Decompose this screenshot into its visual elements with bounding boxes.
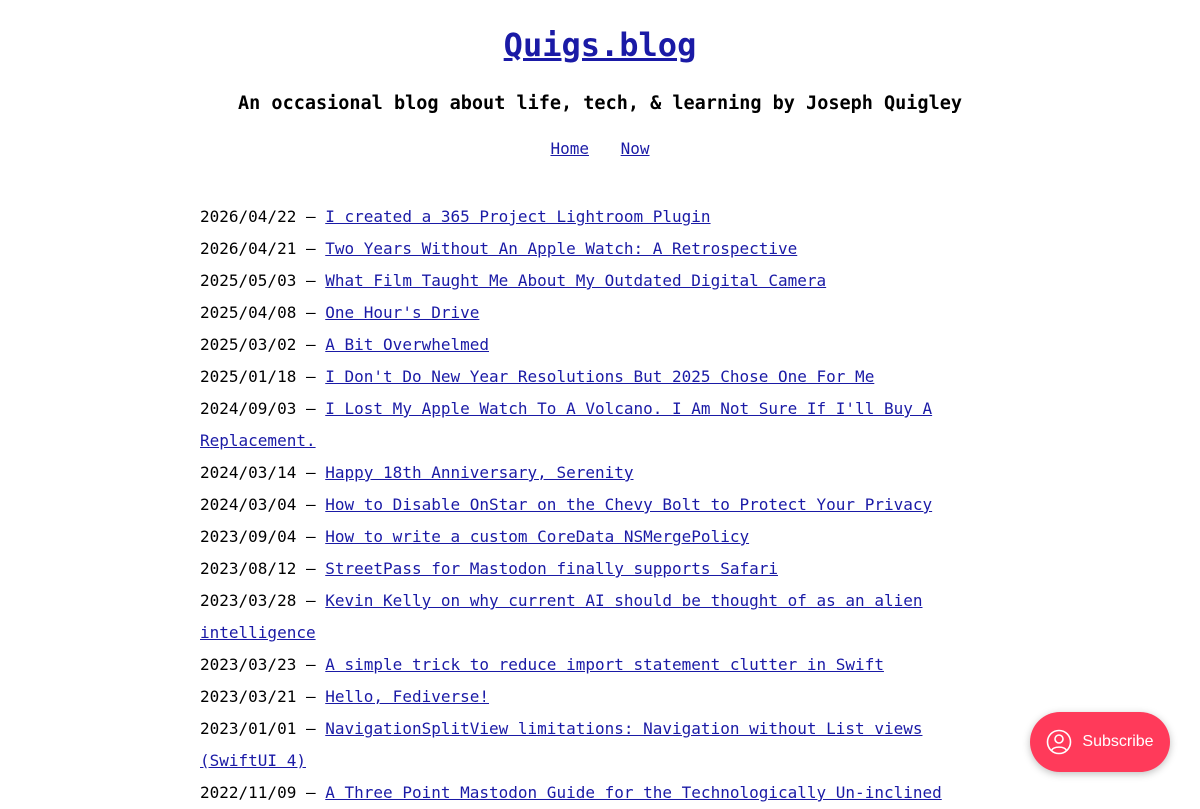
post-date: 2023/03/21: [200, 687, 297, 706]
post-title-link[interactable]: I Lost My Apple Watch To A Volcano. I Am Not Sure If I'll Buy A Replacement.: [200, 399, 933, 450]
post-list-item: [200, 201, 960, 233]
date-separator: —: [305, 559, 316, 578]
post-date: 2024/03/04: [200, 495, 297, 514]
post-list-item: [200, 553, 960, 585]
post-title-link[interactable]: How to Disable OnStar on the Chevy Bolt to Protect Your Privacy: [325, 495, 933, 514]
post-list-item: [200, 713, 960, 777]
post-list-item: [200, 681, 960, 713]
post-title-link[interactable]: A Bit Overwhelmed: [325, 335, 490, 354]
date-separator: —: [305, 463, 316, 482]
date-separator: —: [305, 591, 316, 610]
main-nav: [0, 139, 1200, 159]
post-title-link[interactable]: NavigationSplitView limitations: Navigation without List views (SwiftUI 4): [200, 719, 923, 770]
post-list-item: [200, 457, 960, 489]
site-title: [0, 24, 1200, 66]
post-title-link[interactable]: Two Years Without An Apple Watch: A Retrospective: [325, 239, 798, 258]
post-title-link[interactable]: A simple trick to reduce import statement clutter in Swift: [325, 655, 884, 674]
post-date: 2024/03/14: [200, 463, 297, 482]
post-date: 2025/03/02: [200, 335, 297, 354]
date-separator: —: [305, 271, 316, 290]
site-tagline: An occasional blog about life, tech, & learning by Joseph Quigley: [238, 93, 962, 114]
post-date: 2023/01/01: [200, 719, 297, 738]
post-list-item: [200, 393, 960, 457]
post-list-item: [200, 649, 960, 681]
date-separator: —: [305, 783, 316, 802]
date-separator: —: [305, 239, 316, 258]
post-title-link[interactable]: A Three Point Mastodon Guide for the Technologically Un-inclined: [325, 783, 942, 802]
date-separator: —: [305, 527, 316, 546]
post-date: 2023/08/12: [200, 559, 297, 578]
post-list-item: [200, 489, 960, 521]
post-date: 2026/04/21: [200, 239, 297, 258]
date-separator: —: [305, 207, 316, 226]
nav-home-link[interactable]: Home: [550, 139, 589, 158]
post-date: 2025/04/08: [200, 303, 297, 322]
post-title-link[interactable]: I Don't Do New Year Resolutions But 2025 Chose One For Me: [325, 367, 875, 386]
post-title-link[interactable]: How to write a custom CoreData NSMergePolicy: [325, 527, 750, 546]
post-date: 2025/01/18: [200, 367, 297, 386]
nav-now-link[interactable]: Now: [620, 139, 650, 158]
date-separator: —: [305, 399, 316, 418]
post-list-item: [200, 297, 960, 329]
post-date: 2023/03/23: [200, 655, 297, 674]
post-date: 2023/03/28: [200, 591, 297, 610]
post-list-item: [200, 361, 960, 393]
post-date: 2023/09/04: [200, 527, 297, 546]
post-title-link[interactable]: I created a 365 Project Lightroom Plugin: [325, 207, 711, 226]
post-list-item: [200, 521, 960, 553]
post-title-link[interactable]: StreetPass for Mastodon finally supports Safari: [325, 559, 778, 578]
post-list-item: [200, 265, 960, 297]
subscribe-label: Subscribe: [1082, 733, 1154, 750]
post-title-link[interactable]: What Film Taught Me About My Outdated Digital Camera: [325, 271, 827, 290]
substack-person-icon: [1046, 729, 1072, 755]
date-separator: —: [305, 303, 316, 322]
date-separator: —: [305, 367, 316, 386]
site-title-link[interactable]: Quigs.blog: [503, 26, 697, 64]
post-title-link[interactable]: Hello, Fediverse!: [325, 687, 490, 706]
post-list: [200, 201, 960, 809]
post-list-item: [200, 777, 960, 809]
post-date: 2026/04/22: [200, 207, 297, 226]
date-separator: —: [305, 687, 316, 706]
date-separator: —: [305, 655, 316, 674]
post-list-item: [200, 585, 960, 649]
post-list-item: [200, 233, 960, 265]
post-date: 2025/05/03: [200, 271, 297, 290]
post-title-link[interactable]: Happy 18th Anniversary, Serenity: [325, 463, 634, 482]
date-separator: —: [305, 495, 316, 514]
date-separator: —: [305, 335, 316, 354]
post-date: 2022/11/09: [200, 783, 297, 802]
post-title-link[interactable]: Kevin Kelly on why current AI should be thought of as an alien intelligence: [200, 591, 923, 642]
date-separator: —: [305, 719, 316, 738]
subscribe-button[interactable]: [1030, 712, 1170, 772]
post-list-item: [200, 329, 960, 361]
post-title-link[interactable]: One Hour's Drive: [325, 303, 480, 322]
post-date: 2024/09/03: [200, 399, 297, 418]
